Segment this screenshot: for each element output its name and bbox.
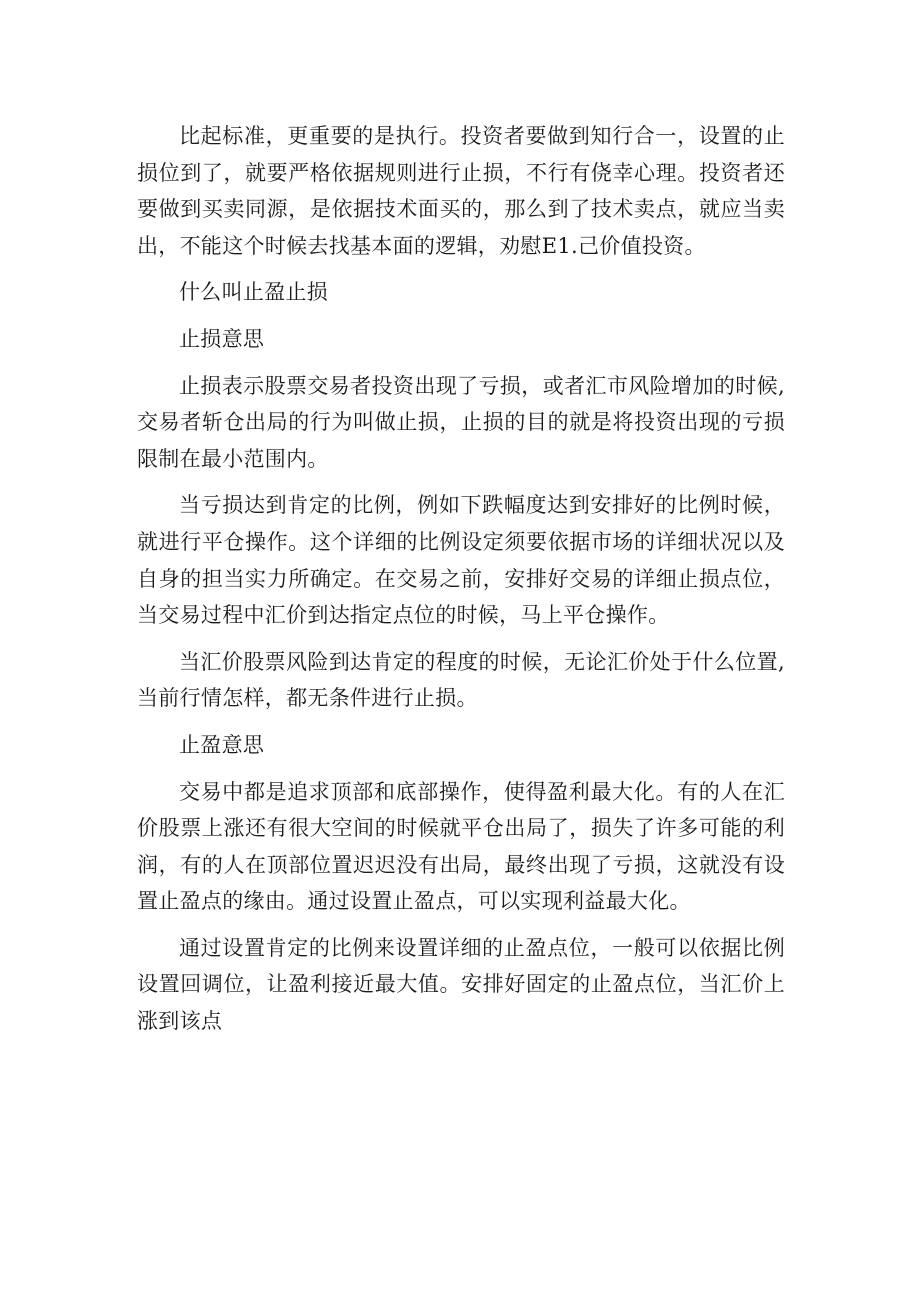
paragraph-take-profit-ratio: 通过设置肯定的比例来设置详细的止盈点位，一般可以依据比例设置回调位，让盈利接近最大值。安排好固定的止盈点位，当汇价上涨到该点 [137,935,785,1034]
paragraph-take-profit-definition: 交易中都是追求顶部和底部操作，使得盈利最大化。有的人在汇价股票上涨还有很大空间的时候就平仓出局了，损失了许多可能的利润，有的人在顶部位置迟迟没有出局，最终出现了亏损，这就没有设置止盈点的缘由。通过设置止盈点，可以实现利益最大化。 [137,779,785,914]
paragraph-stop-loss-unconditional: 当汇价股票风险到达肯定的程度的时候，无论汇价处于什么位置,当前行情怎样，都无条件进行止损。 [137,649,785,711]
paragraph-stop-loss-definition: 止损表示股票交易者投资出现了亏损，或者汇市风险增加的时候,交易者斩仓出局的行为叫做止损，止损的目的就是将投资出现的亏损限制在最小范围内。 [137,373,785,471]
heading-take-profit-meaning: 止盈意思 [179,732,265,757]
heading-stop-loss-meaning: 止损意思 [179,326,265,351]
paragraph-execution: 比起标准，更重要的是执行。投资者要做到知行合一，设置的止损位到了，就要严格依据规则进行止损，不行有侥幸心理。投资者还要做到买卖同源，是依据技术面买的，那么到了技术卖点，就应当卖出，不能这个时候去找基本面的逻辑，劝慰E1.己价值投资。 [137,124,785,258]
document-body [137,118,785,1050]
heading-what-is-stop: 什么叫止盈止损 [179,280,329,305]
paragraph-stop-loss-ratio: 当亏损达到肯定的比例，例如下跌幅度达到安排好的比例时候，就进行平仓操作。这个详细的比例设定须要依据市场的详细状况以及自身的担当实力所确定。在交易之前，安排好交易的详细止损点位，当交易过程中汇价到达指定点位的时候，马上平仓操作。 [137,493,785,628]
